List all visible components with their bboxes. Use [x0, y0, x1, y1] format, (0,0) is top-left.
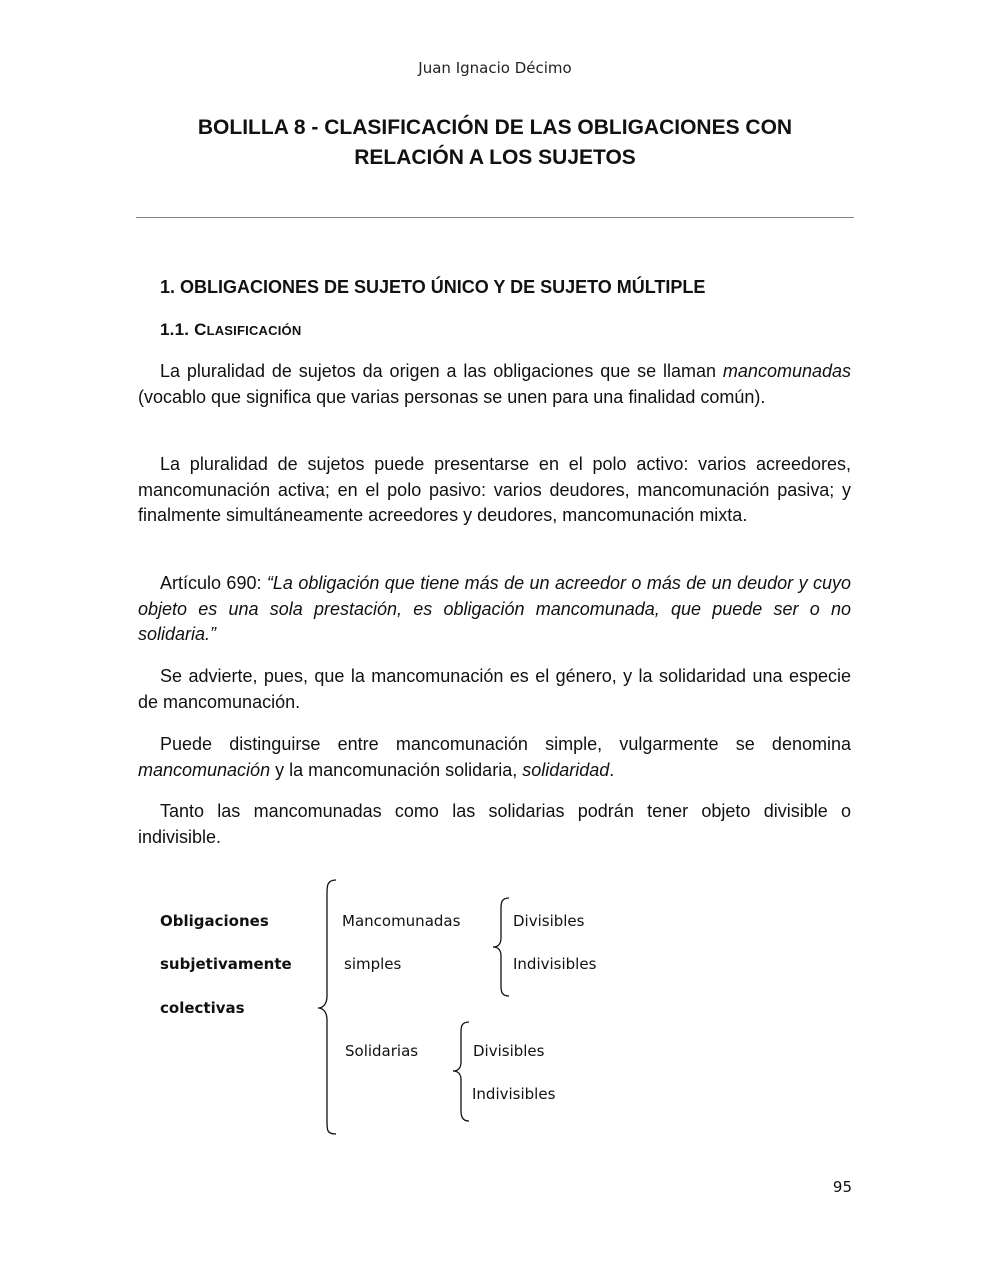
subsection-number: 1.1.	[160, 320, 195, 339]
diagram-branch-2-leaf-1: Divisibles	[473, 1042, 545, 1060]
diagram-branch-1-line-2: simples	[344, 955, 402, 973]
big-brace	[318, 880, 336, 1134]
paragraph-5-text-e: .	[609, 759, 615, 780]
subsection-first-letter: C	[194, 320, 207, 339]
paragraph-6: Tanto las mancomunadas como las solidarias podrán tener objeto divisible o indivisible.	[138, 801, 851, 847]
chapter-title-line-1: BOLILLA 8 - CLASIFICACIÓN DE LAS OBLIGACIONES CON	[197, 116, 793, 139]
paragraph-4: Se advierte, pues, que la mancomunación es el género, y la solidaridad una especie de mancomunación.	[138, 666, 851, 712]
paragraph-3-quote: “La obligación que tiene más de un acreedor o más de un deudor y cuyo objeto es una sola prestación, es obligación mancomunada, que puede ser o no solidaria.”	[138, 573, 852, 644]
diagram-branch-1-line-1: Mancomunadas	[342, 912, 461, 930]
paragraph-5-italic-d: solidaridad	[522, 759, 610, 780]
running-header-author: Juan Ignacio Décimo	[418, 59, 572, 77]
paragraph-1-text-c: (vocablo que significa que varias personas se unen para una finalidad común).	[138, 386, 766, 407]
paragraph-1-italic: mancomunadas	[722, 361, 851, 381]
paragraph-1-text-a: La pluralidad de sujetos da origen a las obligaciones que se llaman	[160, 361, 723, 381]
page-number: 95	[832, 1178, 852, 1196]
brace-solidarias	[453, 1022, 469, 1121]
brace-mancomunadas	[493, 898, 509, 996]
paragraph-2: La pluralidad de sujetos puede presentarse en el polo activo: varios acreedores, mancomunación activa; en el polo pasivo: varios deudores, mancomunación pasiva; y finalmente simultáneamente acreedores y deudores, mancomunación mixta.	[138, 454, 851, 525]
diagram-root-line-3: colectivas	[160, 999, 245, 1017]
diagram-branch-2-label: Solidarias	[345, 1042, 419, 1060]
paragraph-5-text-a: Puede distinguirse entre mancomunación simple, vulgarmente se denomina	[160, 734, 851, 754]
paragraph-5-text-c: y la mancomunación solidaria,	[270, 759, 523, 780]
diagram-branch-1-leaf-1: Divisibles	[513, 912, 585, 930]
section-heading: 1. OBLIGACIONES DE SUJETO ÚNICO Y DE SUJETO MÚLTIPLE	[160, 277, 706, 297]
subsection-small-caps: LASIFICACIÓN	[206, 323, 302, 338]
diagram-root-line-1: Obligaciones	[160, 912, 269, 930]
diagram-branch-1-leaf-2: Indivisibles	[513, 955, 597, 973]
chapter-title-line-2: RELACIÓN A LOS SUJETOS	[354, 146, 636, 169]
paragraph-3-text-a: Artículo 690:	[160, 573, 267, 593]
diagram-root-line-2: subjetivamente	[160, 955, 292, 973]
paragraph-5-italic-b: mancomunación	[138, 759, 271, 780]
diagram-branch-2-leaf-2: Indivisibles	[472, 1085, 556, 1103]
